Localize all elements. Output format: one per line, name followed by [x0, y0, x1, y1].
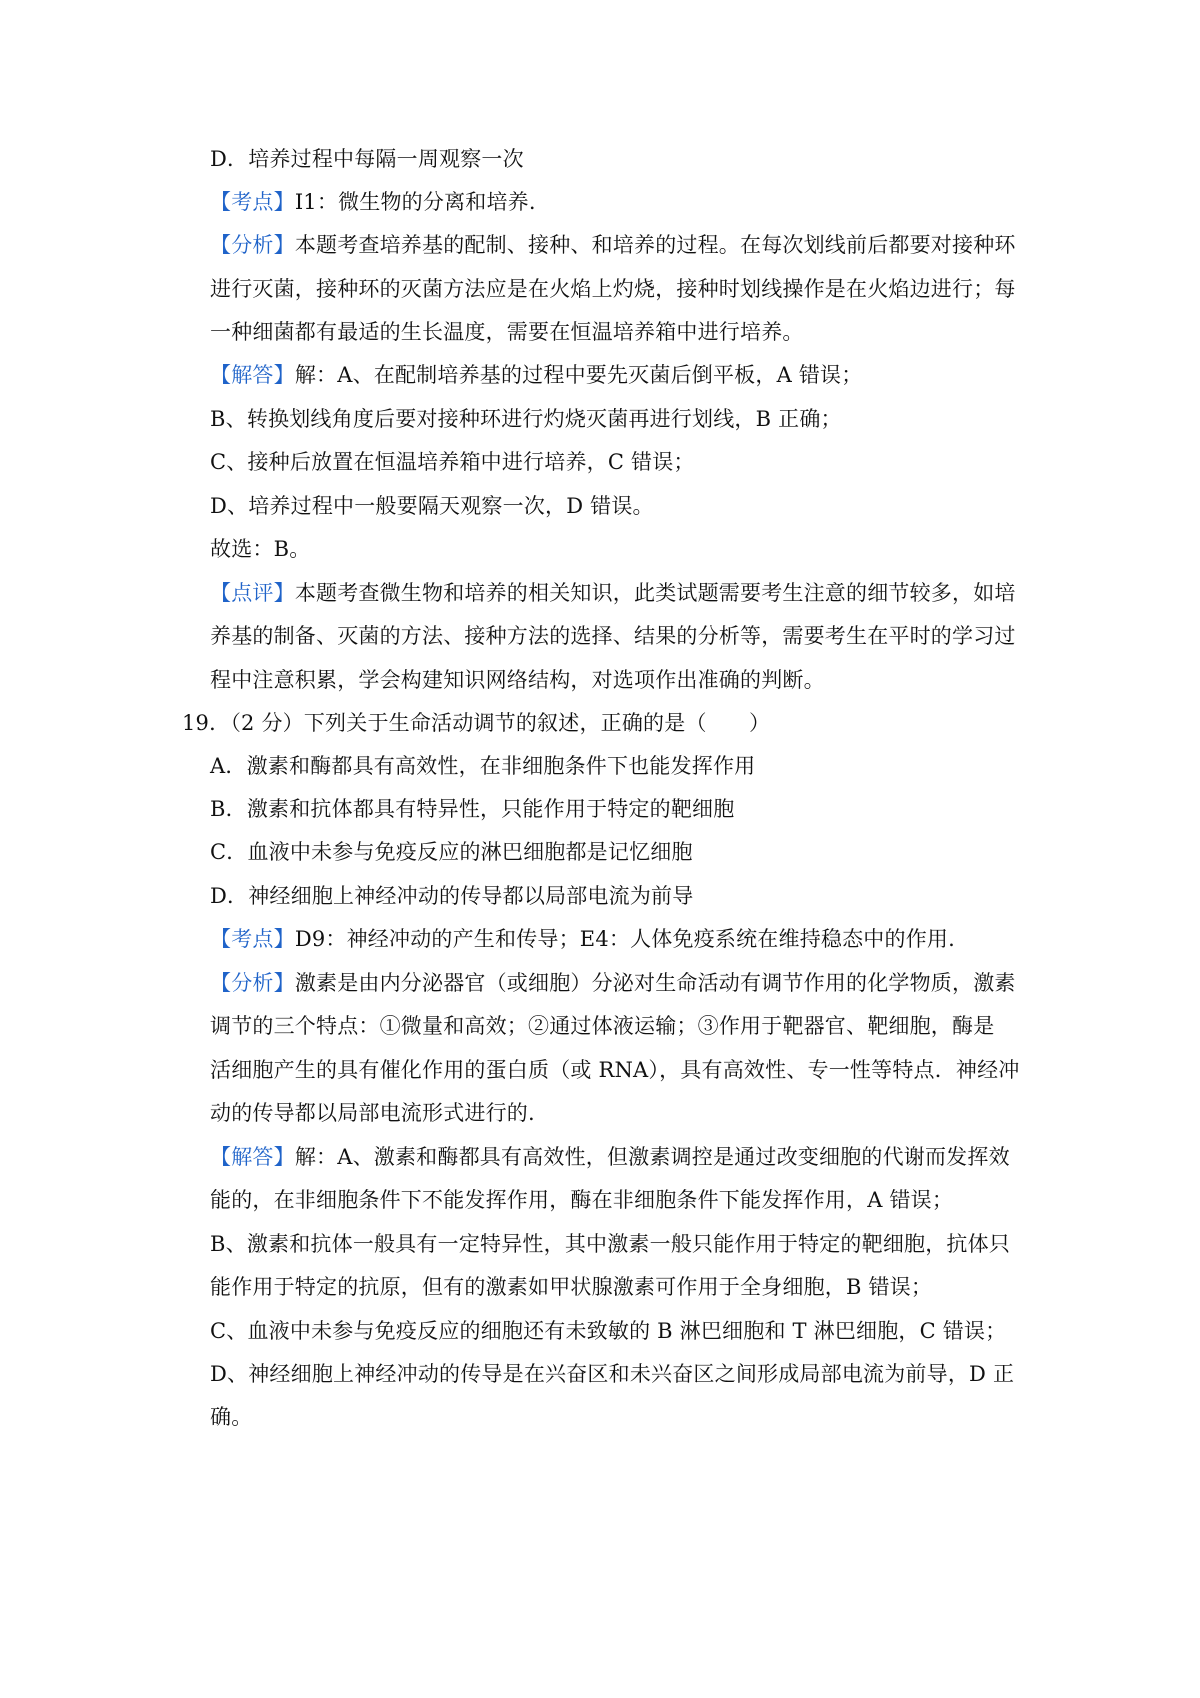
line-text: C、血液中未参与免疫反应的细胞还有未致敏的 B 淋巴细胞和 T 淋巴细胞，C 错误；	[210, 1319, 1007, 1343]
section-tag: 【解答】	[210, 363, 295, 387]
line-text: 解：A、激素和酶都具有高效性，但激素调控是通过改变细胞的代谢而发挥效	[294, 1145, 1010, 1169]
section-tag: 【考点】	[210, 190, 295, 214]
text-line-q19-optA	[210, 753, 755, 779]
text-line-q19-fenxi-3	[210, 1057, 1020, 1083]
line-text: D．培养过程中每隔一周观察一次	[210, 147, 524, 171]
section-tag: 【点评】	[210, 581, 295, 605]
text-line-q19-jieda-2	[210, 1187, 953, 1213]
line-text: D．神经细胞上神经冲动的传导都以局部电流为前导	[210, 884, 694, 908]
text-line-q18-fenxi-2	[210, 276, 1016, 302]
line-text: D、培养过程中一般要隔天观察一次，D 错误。	[210, 494, 654, 518]
text-line-q19-optB	[210, 796, 734, 822]
text-line-q19-jieda-5	[210, 1318, 1006, 1344]
line-text: 解：A、在配制培养基的过程中要先灭菌后倒平板，A 错误；	[294, 363, 863, 387]
line-text: D、神经细胞上神经冲动的传导是在兴奋区和未兴奋区之间形成局部电流为前导，D 正	[210, 1362, 1015, 1386]
text-line-q19-stem	[182, 710, 770, 736]
text-line-q18-optD	[210, 146, 524, 172]
line-text: 能的，在非细胞条件下不能发挥作用，酶在非细胞条件下能发挥作用，A 错误；	[210, 1188, 954, 1212]
line-text: 进行灭菌，接种环的灭菌方法应是在火焰上灼烧，接种时划线操作是在火焰边进行；每	[210, 277, 1016, 301]
line-text: 动的传导都以局部电流形式进行的.	[210, 1101, 535, 1125]
text-line-q19-jieda-3	[210, 1231, 1010, 1257]
line-text: 活细胞产生的具有催化作用的蛋白质（或 RNA），具有高效性、专一性等特点．神经冲	[210, 1058, 1020, 1082]
line-text: 程中注意积累，学会构建知识网络结构，对选项作出准确的判断。	[210, 668, 825, 692]
line-text: 养基的制备、灭菌的方法、接种方法的选择、结果的分析等，需要考生在平时的学习过	[210, 624, 1016, 648]
text-line-q19-jieda-7	[210, 1404, 252, 1430]
line-text: C、接种后放置在恒温培养箱中进行培养，C 错误；	[210, 450, 695, 474]
text-line-q18-jieda-2	[210, 406, 842, 432]
line-text: 本题考查培养基的配制、接种、和培养的过程。在每次划线前后都要对接种环	[294, 233, 1016, 257]
line-text: 一种细菌都有最适的生长温度，需要在恒温培养箱中进行培养。	[210, 320, 804, 344]
text-line-q19-jieda-1	[210, 1144, 1010, 1170]
line-text: 激素是由内分泌器官（或细胞）分泌对生命活动有调节作用的化学物质，激素	[294, 971, 1016, 995]
line-text: 确。	[210, 1405, 253, 1429]
text-line-q18-dianping-1	[210, 580, 1016, 606]
line-text: 能作用于特定的抗原，但有的激素如甲状腺激素可作用于全身细胞，B 错误；	[210, 1275, 933, 1299]
line-text: B、激素和抗体一般具有一定特异性，其中激素一般只能作用于特定的靶细胞，抗体只	[210, 1232, 1011, 1256]
text-line-q19-fenxi-2	[210, 1013, 994, 1039]
line-text: C．血液中未参与免疫反应的淋巴细胞都是记忆细胞	[210, 840, 693, 864]
line-text: 调节的三个特点：①微量和高效；②通过体液运输；③作用于靶器官、靶细胞，酶是	[210, 1014, 995, 1038]
line-text: 19．（2 分）下列关于生命活动调节的叙述，正确的是（ ）	[182, 711, 771, 735]
text-line-q19-optD	[210, 883, 693, 909]
text-line-q18-kaodian	[210, 189, 536, 215]
text-line-q19-jieda-6	[210, 1361, 1014, 1387]
text-line-q18-jieda-1	[210, 362, 862, 388]
text-line-q19-fenxi-4	[210, 1100, 535, 1126]
text-line-q18-dianping-3	[210, 667, 825, 693]
line-text: B．激素和抗体都具有特异性，只能作用于特定的靶细胞	[210, 797, 735, 821]
text-line-q18-guxuan	[210, 536, 310, 562]
text-line-q19-jieda-4	[210, 1274, 932, 1300]
section-tag: 【分析】	[210, 971, 295, 995]
text-line-q18-dianping-2	[210, 623, 1016, 649]
line-text: D9：神经冲动的产生和传导；E4：人体免疫系统在维持稳态中的作用.	[294, 927, 955, 951]
text-line-q18-fenxi-3	[210, 319, 804, 345]
line-text: B、转换划线角度后要对接种环进行灼烧灭菌再进行划线，B 正确；	[210, 407, 842, 431]
text-line-q18-fenxi-1	[210, 232, 1016, 258]
line-text: A．激素和酶都具有高效性，在非细胞条件下也能发挥作用	[210, 754, 756, 778]
section-tag: 【分析】	[210, 233, 295, 257]
line-text: I1：微生物的分离和培养.	[294, 190, 536, 214]
line-text: 故选：B。	[210, 537, 311, 561]
text-line-q18-jieda-4	[210, 493, 654, 519]
section-tag: 【考点】	[210, 927, 295, 951]
section-tag: 【解答】	[210, 1145, 295, 1169]
text-line-q19-fenxi-1	[210, 970, 1016, 996]
text-line-q19-kaodian	[210, 926, 955, 952]
text-line-q19-optC	[210, 839, 693, 865]
text-line-q18-jieda-3	[210, 449, 695, 475]
line-text: 本题考查微生物和培养的相关知识，此类试题需要考生注意的细节较多，如培	[294, 581, 1016, 605]
